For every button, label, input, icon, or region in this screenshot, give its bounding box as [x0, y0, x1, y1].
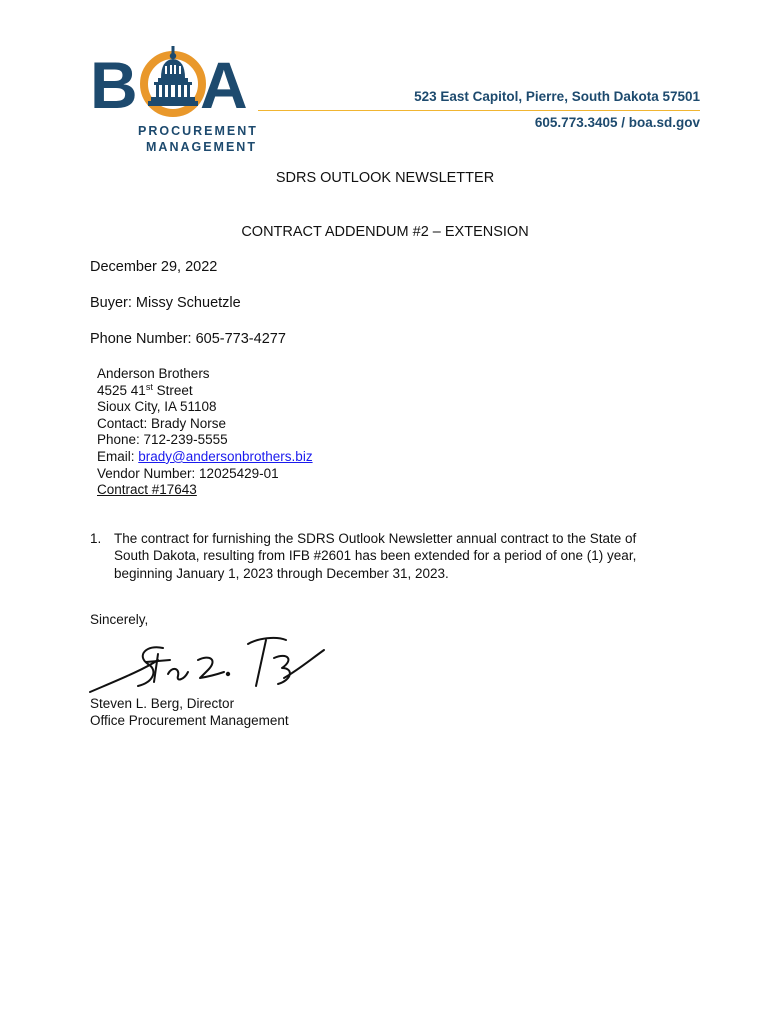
document-subtitle: CONTRACT ADDENDUM #2 – EXTENSION [241, 224, 529, 240]
vendor-email-line [97, 449, 313, 466]
item-number: 1. [90, 531, 102, 546]
office-contact: 605.773.3405 / boa.sd.gov [534, 115, 700, 130]
vendor-street: 4525 41st Street [97, 381, 193, 398]
item-text: The contract for furnishing the SDRS Outlook Newsletter annual contract to the State of South Dakota, resulting from IFB #2601 has been extended for a period of one (1) year, beginning January 1, 2023 through December 31, 2023. [114, 531, 637, 581]
office-address: 523 East Capitol, Pierre, South Dakota 57501 [414, 89, 700, 104]
logo-letter-a: A [200, 48, 246, 122]
boa-logo [90, 44, 260, 156]
vendor-address-block [97, 366, 313, 499]
logo-letter-b: B [90, 48, 136, 122]
buyer-line: Buyer: Missy Schuetzle [90, 295, 241, 311]
logo-subtitle-procurement: PROCUREMENT [138, 124, 258, 138]
signer-block [90, 695, 289, 729]
vendor-city: Sioux City, IA 51108 [97, 399, 217, 415]
vendor-name: Anderson Brothers [97, 366, 210, 381]
signer-name: Steven L. Berg, Director [90, 696, 235, 711]
salutation: Sincerely, [90, 612, 149, 627]
vendor-email-link[interactable]: brady@andersonbrothers.biz [138, 448, 313, 464]
vendor-email-label: Email: [97, 448, 139, 464]
vendor-number: Vendor Number: 12025429-01 [97, 465, 279, 481]
document-title: SDRS OUTLOOK NEWSLETTER [275, 170, 495, 186]
letterhead-divider [258, 110, 700, 111]
signature-image [88, 630, 328, 700]
vendor-contact: Contact: Brady Norse [97, 415, 227, 431]
vendor-phone: Phone: 712-239-5555 [97, 432, 228, 448]
contract-number: Contract #17643 [97, 482, 197, 498]
logo-subtitle-management: MANAGEMENT [146, 140, 257, 154]
buyer-phone-line: Phone Number: 605-773-4277 [90, 331, 286, 347]
letter-date: December 29, 2022 [90, 259, 218, 275]
capitol-emblem-icon [140, 44, 206, 118]
signer-office: Office Procurement Management [90, 713, 289, 728]
